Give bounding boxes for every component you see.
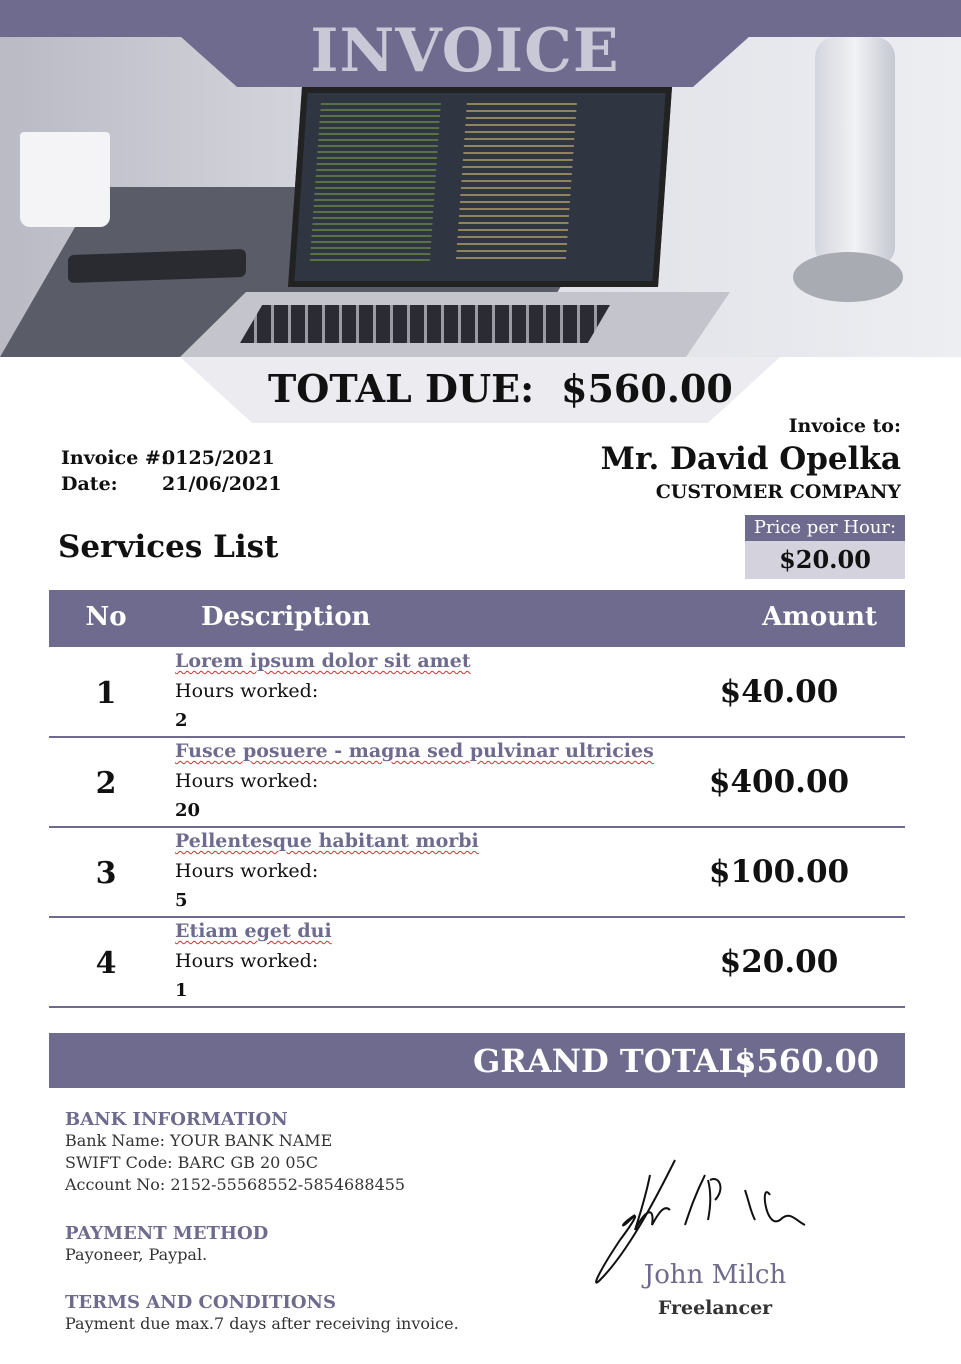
date-label: Date: bbox=[61, 473, 118, 495]
terms-text: Payment due max.7 days after receiving invoice. bbox=[65, 1314, 459, 1333]
code bbox=[456, 103, 577, 263]
col-no: No bbox=[85, 602, 127, 632]
invoice-to-label: Invoice to: bbox=[788, 415, 901, 437]
speaker-base bbox=[793, 252, 903, 302]
row-hours-label: Hours worked: bbox=[175, 770, 319, 792]
account-number: Account No: 2152-55568552-5854688455 bbox=[65, 1175, 406, 1194]
col-amount: Amount bbox=[762, 602, 877, 632]
payment-method bbox=[65, 1223, 268, 1266]
row-hours-label: Hours worked: bbox=[175, 860, 319, 882]
mug bbox=[20, 132, 110, 227]
row-hours-label: Hours worked: bbox=[175, 950, 319, 972]
row-title: Lorem ipsum dolor sit amet bbox=[175, 650, 471, 672]
invoice-number: 0125/2021 bbox=[162, 447, 275, 469]
table-row bbox=[49, 918, 905, 1008]
laptop-screen bbox=[288, 87, 672, 287]
price-value: $20.00 bbox=[745, 541, 905, 579]
swift-code: SWIFT Code: BARC GB 20 05C bbox=[65, 1153, 319, 1172]
table-row bbox=[49, 738, 905, 828]
services-title: Services List bbox=[58, 529, 279, 565]
bank-name: Bank Name: YOUR BANK NAME bbox=[65, 1131, 333, 1150]
total-due-amount: $560.00 bbox=[561, 366, 733, 411]
row-number: 4 bbox=[95, 946, 117, 981]
table-header bbox=[49, 590, 905, 647]
payment-title: PAYMENT METHOD bbox=[65, 1223, 269, 1244]
row-amount: $20.00 bbox=[719, 944, 839, 980]
signer-role: Freelancer bbox=[657, 1297, 773, 1319]
invoice-title: INVOICE bbox=[310, 16, 620, 86]
row-hours: 2 bbox=[175, 710, 188, 731]
row-title: Fusce posuere - magna sed pulvinar ultricies bbox=[175, 740, 654, 762]
row-hours: 1 bbox=[175, 980, 188, 1001]
price-label: Price per Hour: bbox=[745, 515, 905, 541]
row-amount: $40.00 bbox=[719, 674, 839, 710]
row-hours: 20 bbox=[175, 800, 201, 821]
speaker bbox=[815, 37, 895, 267]
table-row bbox=[49, 828, 905, 918]
payment-text: Payoneer, Paypal. bbox=[65, 1245, 208, 1264]
client-company: CUSTOMER COMPANY bbox=[655, 481, 901, 503]
row-number: 1 bbox=[95, 676, 117, 711]
client-name: Mr. David Opelka bbox=[600, 441, 901, 477]
bank-info bbox=[65, 1109, 405, 1196]
row-amount: $400.00 bbox=[708, 764, 850, 800]
invoice-number-label: Invoice #: bbox=[61, 447, 168, 469]
row-title: Pellentesque habitant morbi bbox=[175, 830, 479, 852]
laptop-keyboard bbox=[240, 305, 610, 343]
code bbox=[310, 103, 441, 263]
bank-title: BANK INFORMATION bbox=[65, 1109, 288, 1130]
row-number: 2 bbox=[95, 766, 117, 801]
total-due-label: TOTAL DUE: bbox=[268, 366, 535, 411]
row-amount: $100.00 bbox=[708, 854, 850, 890]
col-description: Description bbox=[201, 602, 371, 632]
date: 21/06/2021 bbox=[162, 473, 282, 495]
signer-name: John Milch bbox=[643, 1260, 787, 1290]
grand-total-label: GRAND TOTAL: bbox=[473, 1042, 753, 1080]
grand-total-bar bbox=[49, 1033, 905, 1088]
grand-total-amount: $560.00 bbox=[734, 1042, 879, 1080]
row-hours: 5 bbox=[175, 890, 188, 911]
row-hours-label: Hours worked: bbox=[175, 680, 319, 702]
row-number: 3 bbox=[95, 856, 117, 891]
terms-title: TERMS AND CONDITIONS bbox=[65, 1292, 336, 1313]
row-title: Etiam eget dui bbox=[175, 920, 332, 942]
terms bbox=[65, 1292, 459, 1335]
price-per-hour bbox=[745, 515, 905, 579]
table-row bbox=[49, 648, 905, 738]
